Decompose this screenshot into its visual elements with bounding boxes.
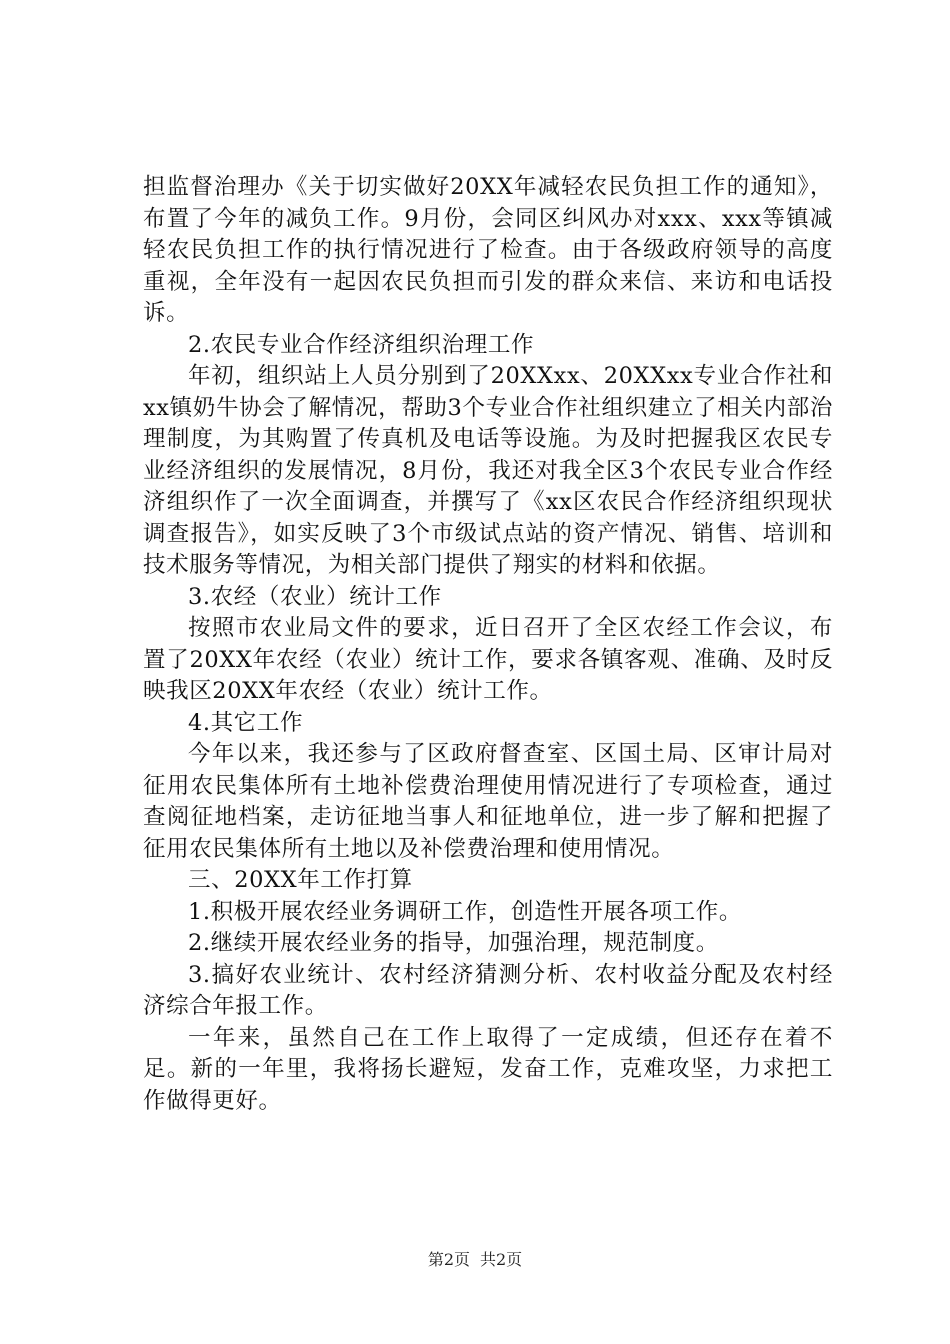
paragraph-continuation: 担监督治理办《关于切实做好20XX年减轻农民负担工作的通知》，布置了今年的减负工作。9月份，会同区纠风办对xxx、xxx等镇减轻农民负担工作的执行情况进行了检查。由于各级政府领导的高度重视，全年没有一起因农民负担而引发的群众来信、来访和电话投诉。 [143,174,833,326]
section-heading: 2.农民专业合作经济组织治理工作 [188,331,535,358]
section-heading: 3.农经（农业）统计工作 [188,583,442,610]
page-total: 共2页 [480,1250,523,1269]
page-number: 第2页 [427,1250,470,1269]
page-footer [0,1250,950,1270]
document-body [143,172,833,1117]
paragraph-closing: 一年来，虽然自己在工作上取得了一定成绩，但还存在着不足。新的一年里，我将扬长避短，发奋工作，克难攻坚，力求把工作做得更好。 [143,1024,833,1114]
section-heading: 4.其它工作 [188,709,304,736]
list-item: 1.积极开展农经业务调研工作，创造性开展各项工作。 [188,898,742,925]
paragraph: 年初，组织站上人员分别到了20XXxx、20XXxx专业合作社和xx镇奶牛协会了解情况，帮助3个专业合作社组织建立了相关内部治理制度，为其购置了传真机及电话等设施。为及时把握我区农民专业经济组织的发展情况，8月份，我还对我全区3个农民专业合作经济组织作了一次全面调查，并撰写了《xx区农民合作经济组织现状调查报告》，如实反映了3个市级试点站的资产情况、销售、培训和技术服务等情况，为相关部门提供了翔实的材料和依据。 [143,363,833,578]
section-heading: 三、20XX年工作打算 [188,867,413,893]
paragraph: 按照市农业局文件的要求，近日召开了全区农经工作会议，布置了20XX年农经（农业）统计工作，要求各镇客观、准确、及时反映我区20XX年农经（农业）统计工作。 [143,615,833,704]
list-item: 2.继续开展农经业务的指导，加强治理，规范制度。 [188,930,719,956]
list-item: 3.搞好农业统计、农村经济猜测分析、农村收益分配及农村经济综合年报工作。 [143,961,833,1019]
paragraph: 今年以来，我还参与了区政府督查室、区国土局、区审计局对征用农民集体所有土地补偿费治理使用情况进行了专项检查，通过查阅征地档案，走访征地当事人和征地单位，进一步了解和把握了征用农民集体所有土地以及补偿费治理和使用情况。 [143,741,833,862]
